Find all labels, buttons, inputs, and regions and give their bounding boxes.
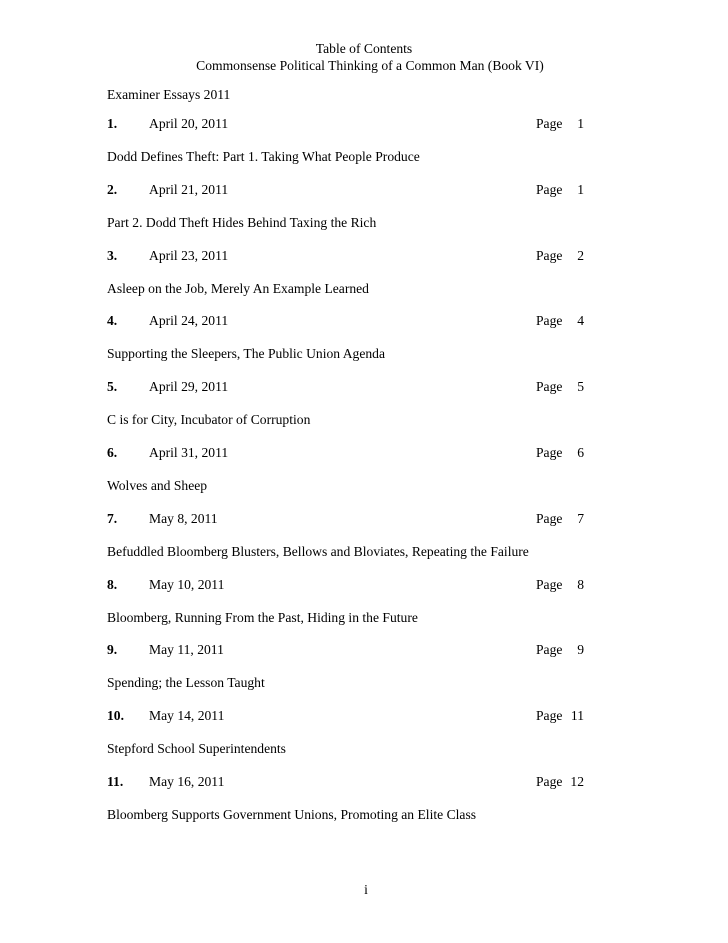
- entry-page-number: 1: [577, 116, 584, 131]
- entry-title: Wolves and Sheep: [107, 477, 208, 493]
- entry-date: May 10, 2011: [149, 576, 225, 592]
- entry-date: May 11, 2011: [149, 642, 224, 658]
- book-subtitle: Commonsense Political Thinking of a Common Man (Book VI): [196, 58, 544, 73]
- toc-entry: [107, 379, 587, 445]
- entry-title: Asleep on the Job, Merely An Example Learned: [107, 280, 369, 296]
- entry-date: May 14, 2011: [149, 708, 225, 724]
- toc-entries: [107, 116, 587, 840]
- entry-number: 11.: [107, 773, 124, 789]
- toc-title: Table of Contents: [315, 41, 413, 56]
- entry-date: April 21, 2011: [149, 181, 229, 197]
- page-label: Page: [536, 313, 563, 329]
- toc-entry: [107, 708, 587, 774]
- entry-page-number: 9: [577, 642, 584, 658]
- entry-number: 5.: [107, 379, 118, 395]
- entry-title: C is for City, Incubator of Corruption: [107, 412, 311, 428]
- entry-number: 7.: [107, 510, 118, 526]
- entry-page-number: 5: [577, 379, 584, 395]
- entry-number: 6.: [107, 444, 118, 460]
- page-label: Page: [536, 773, 563, 789]
- page-label: Page: [536, 444, 563, 460]
- page-label: Page: [536, 379, 563, 395]
- toc-entry: [107, 774, 587, 840]
- toc-entry: [107, 313, 587, 379]
- entry-date: April 29, 2011: [149, 379, 229, 395]
- entry-page-number: 11: [570, 708, 584, 724]
- entry-number: 8.: [107, 576, 118, 592]
- page-label: Page: [536, 116, 563, 131]
- entry-number: 3.: [107, 247, 118, 263]
- entry-page-number: 7: [577, 510, 584, 526]
- entry-number: 2.: [107, 181, 118, 197]
- toc-entry: [107, 577, 587, 643]
- page-label: Page: [536, 247, 563, 263]
- entry-page-number: 1: [577, 181, 584, 197]
- entry-page-number: 4: [577, 313, 584, 329]
- toc-entry: [107, 116, 587, 182]
- section-heading: Examiner Essays 2011: [107, 87, 231, 102]
- toc-entry: [107, 182, 587, 248]
- toc-entry: [107, 248, 587, 314]
- entry-title: Stepford School Superintendents: [107, 741, 286, 757]
- entry-number: 10.: [107, 708, 124, 724]
- entry-date: April 31, 2011: [149, 444, 229, 460]
- entry-number: 9.: [107, 642, 118, 658]
- entry-title: Dodd Defines Theft: Part 1. Taking What People Produce: [107, 149, 420, 164]
- entry-page-number: 6: [577, 444, 584, 460]
- entry-title: Bloomberg Supports Government Unions, Promoting an Elite Class: [107, 806, 477, 822]
- entry-title: Supporting the Sleepers, The Public Union Agenda: [107, 346, 386, 362]
- toc-entry: [107, 642, 587, 708]
- entry-page-number: 8: [577, 576, 584, 592]
- entry-page-number: 2: [577, 247, 584, 263]
- entry-title: Part 2. Dodd Theft Hides Behind Taxing the Rich: [107, 214, 377, 230]
- entry-title: Bloomberg, Running From the Past, Hiding in the Future: [107, 609, 418, 625]
- page-number-footer: i: [364, 882, 368, 897]
- toc-entry: [107, 445, 587, 511]
- page-label: Page: [536, 181, 563, 197]
- entry-number: 1.: [107, 116, 118, 131]
- page-label: Page: [536, 510, 563, 526]
- page-label: Page: [536, 642, 563, 658]
- entry-date: April 23, 2011: [149, 247, 229, 263]
- page-label: Page: [536, 708, 563, 724]
- entry-number: 4.: [107, 313, 118, 329]
- toc-entry: [107, 511, 587, 577]
- entry-date: April 20, 2011: [149, 116, 229, 131]
- entry-title: Befuddled Bloomberg Blusters, Bellows and Bloviates, Repeating the Failure: [107, 543, 529, 559]
- entry-date: April 24, 2011: [149, 313, 229, 329]
- entry-page-number: 12: [570, 773, 584, 789]
- entry-title: Spending; the Lesson Taught: [107, 675, 265, 691]
- page-label: Page: [536, 576, 563, 592]
- entry-date: May 8, 2011: [149, 510, 218, 526]
- entry-date: May 16, 2011: [149, 773, 225, 789]
